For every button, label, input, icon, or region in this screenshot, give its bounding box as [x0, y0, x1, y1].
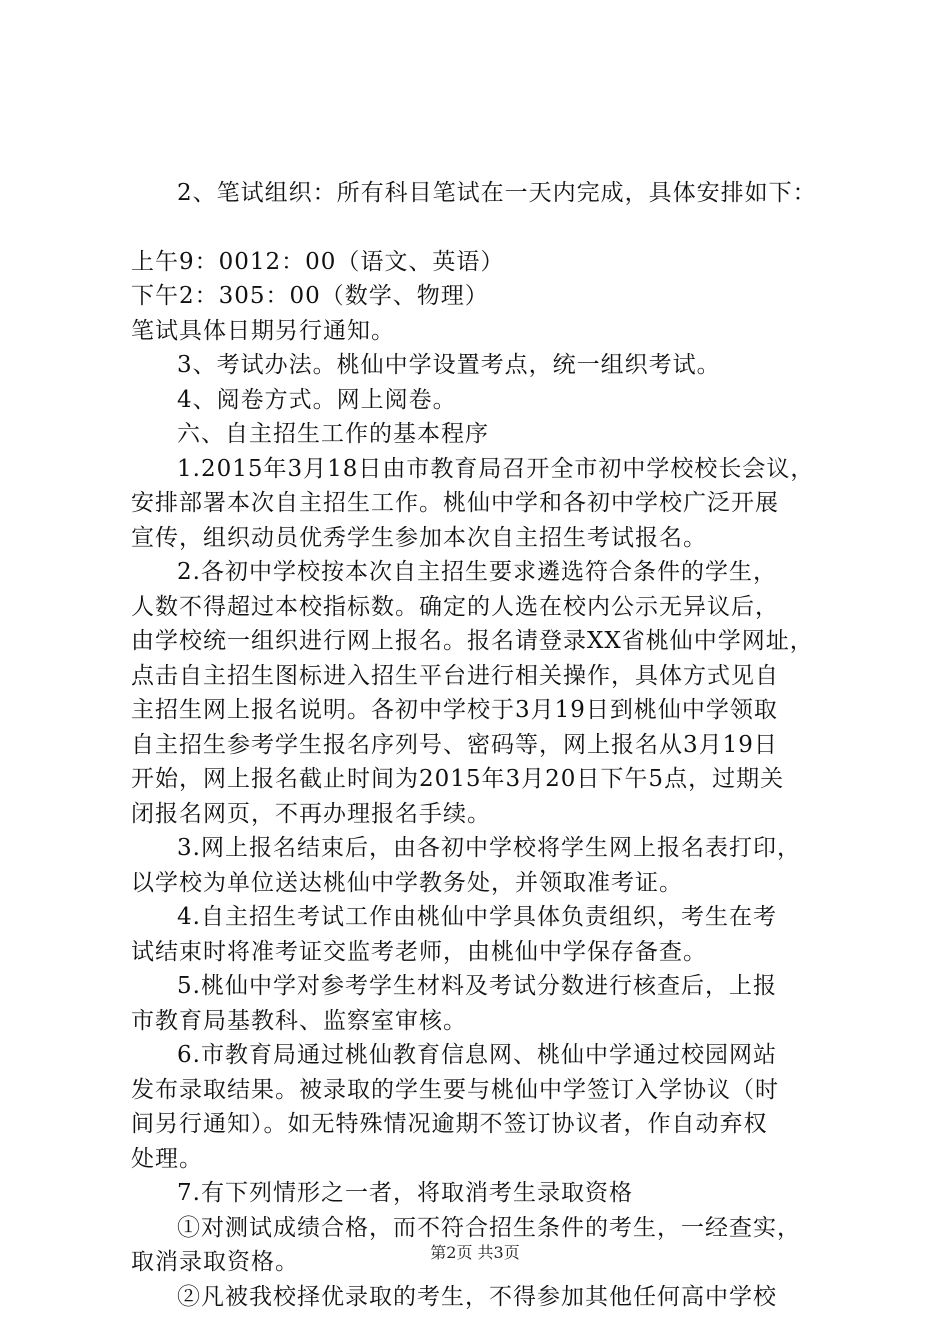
procedure-6-line-3: 间另行通知）。如无特殊情况逾期不签订协议者，作自动弃权	[131, 1111, 768, 1137]
procedure-1-line-3: 宣传，组织动员优秀学生参加本次自主招生考试报名。	[131, 524, 707, 551]
procedure-2-line-8: 闭报名网页，不再办理报名手续。	[131, 800, 491, 827]
section-heading-procedure: 六、自主招生工作的基本程序	[177, 421, 489, 447]
procedure-5-line-1: 5.桃仙中学对参考学生材料及考试分数进行核查后，上报	[177, 973, 777, 999]
condition-1-line-2: 取消录取资格。	[131, 1249, 299, 1275]
body-text	[131, 176, 847, 1314]
procedure-2-line-4: 点击自主招生图标进入招生平台进行相关操作，具体方式见自	[131, 662, 779, 689]
condition-1-line-1: ①对测试成绩合格，而不符合招生条件的考生，一经查实，	[177, 1214, 801, 1241]
procedure-3-line-1: 3.网上报名结束后，由各初中学校将学生网上报名表打印，	[177, 835, 801, 861]
procedure-1-line-2: 安排部署本次自主招生工作。桃仙中学和各初中学校广泛开展	[131, 490, 779, 516]
procedure-4-line-1: 4.自主招生考试工作由桃仙中学具体负责组织，考生在考	[177, 904, 777, 930]
procedure-1-line-1: 1.2015年3月18日由市教育局召开全市初中学校校长会议，	[177, 455, 815, 482]
procedure-2-line-5: 主招生网上报名说明。各初中学校于3月19日到桃仙中学领取	[131, 697, 778, 723]
marking-method: 4、阅卷方式。网上阅卷。	[177, 386, 457, 413]
procedure-7-line-1: 7.有下列情形之一者，将取消考生录取资格	[177, 1180, 633, 1206]
page-number: 第2页 共3页	[430, 1243, 520, 1262]
procedure-2-line-2: 人数不得超过本校指标数。确定的人选在校内公示无异议后，	[131, 593, 779, 620]
procedure-2-line-3: 由学校统一组织进行网上报名。报名请登录XX省桃仙中学网址，	[131, 628, 814, 654]
exam-method: 3、考试办法。桃仙中学设置考点，统一组织考试。	[177, 352, 721, 378]
procedure-3-line-2: 以学校为单位送达桃仙中学教务处，并领取准考证。	[131, 869, 683, 896]
procedure-2-line-1: 2.各初中学校按本次自主招生要求遴选符合条件的学生，	[177, 559, 777, 585]
procedure-6-line-2: 发布录取结果。被录取的学生要与桃仙中学签订入学协议（时	[131, 1076, 779, 1103]
procedure-6-line-4: 处理。	[131, 1145, 203, 1172]
procedure-4-line-2: 试结束时将准考证交监考老师，由桃仙中学保存备查。	[131, 938, 707, 965]
procedure-5-line-2: 市教育局基教科、监察室审核。	[131, 1007, 467, 1034]
procedure-2-line-6: 自主招生参考学生报名序列号、密码等，网上报名从3月19日	[131, 731, 778, 758]
paragraph-written-exam-organization: 2、笔试组织：所有科目笔试在一天内完成，具体安排如下：	[177, 180, 817, 206]
procedure-2-line-7: 开始，网上报名截止时间为2015年3月20日下午5点，过期关	[131, 766, 785, 792]
condition-2-line-1: ②凡被我校择优录取的考生，不得参加其他任何高中学校	[177, 1283, 777, 1310]
procedure-6-line-1: 6.市教育局通过桃仙教育信息网、桃仙中学通过校园网站	[177, 1042, 777, 1068]
exam-date-notice: 笔试具体日期另行通知。	[131, 317, 395, 344]
schedule-afternoon: 下午2：305：00（数学、物理）	[131, 283, 489, 309]
schedule-morning: 上午9：0012：00（语文、英语）	[131, 248, 505, 275]
